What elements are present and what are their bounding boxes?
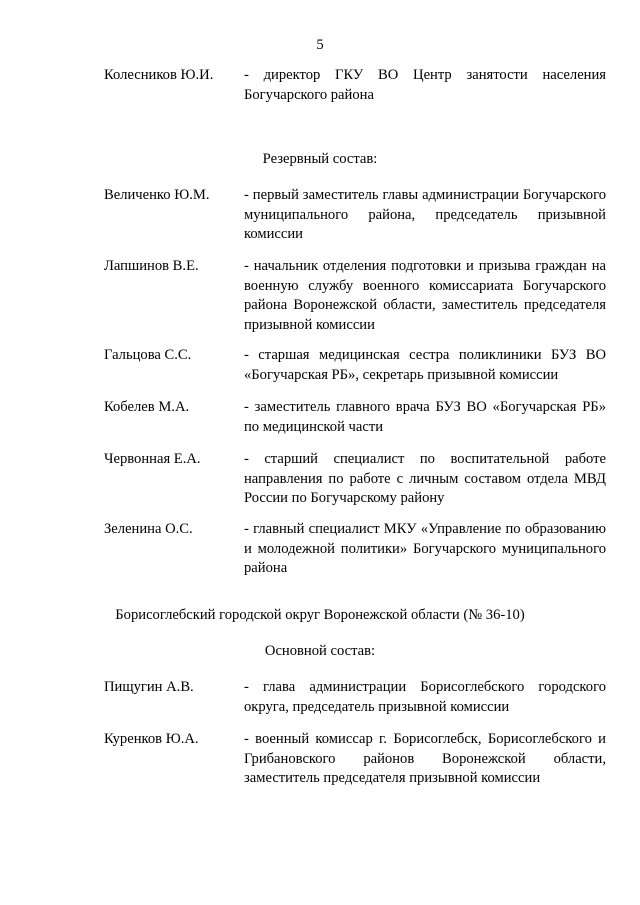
member-role: - главный специалист МКУ «Управление по образованию и молодежной политики» Богучарского муниципального района: [244, 521, 606, 576]
member-name: Гальцова С.С.: [104, 347, 192, 363]
member-name: Червонная Е.А.: [104, 451, 201, 467]
member-role: - начальник отделения подготовки и призыва граждан на военную службу военного комиссариата Богучарского района Воронежской области, заместитель председателя призывной комиссии: [244, 258, 606, 333]
main-heading: Основной состав:: [264, 643, 376, 659]
member-role: - старший специалист по воспитательной работе направления по работе с личным составом отдела МВД России по Богучарскому району: [244, 451, 606, 506]
member-role: - заместитель главного врача БУЗ ВО «Богучарская РБ» по медицинской части: [244, 399, 606, 435]
member-role: - военный комиссар г. Борисоглебск, Борисоглебского и Грибановского районов Воронежской области, заместитель председателя призывной комиссии: [244, 731, 606, 786]
member-role: - старшая медицинская сестра поликлиники БУЗ ВО «Богучарская РБ», секретарь призывной комиссии: [244, 347, 606, 383]
member-role: - директор ГКУ ВО Центр занятости населения Богучарского района: [244, 67, 606, 103]
reserve-heading: Резервный состав:: [262, 151, 378, 167]
district-heading: Борисоглебский городской округ Воронежской области (№ 36-10): [115, 607, 525, 623]
member-name: Пищугин А.В.: [104, 679, 194, 695]
member-name: Лапшинов В.Е.: [104, 258, 199, 274]
member-name: Куренков Ю.А.: [104, 731, 199, 747]
member-role: - первый заместитель главы администрации Богучарского муниципального района, председатель призывной комиссии: [244, 187, 606, 242]
member-name: Зеленина О.С.: [104, 521, 193, 537]
member-name: Колесников Ю.И.: [104, 67, 214, 83]
member-role: - глава администрации Борисоглебского городского округа, председатель призывной комиссии: [244, 679, 606, 715]
page-number: 5: [316, 37, 324, 53]
member-name: Величенко Ю.М.: [104, 187, 210, 203]
member-name: Кобелев М.А.: [104, 399, 190, 415]
